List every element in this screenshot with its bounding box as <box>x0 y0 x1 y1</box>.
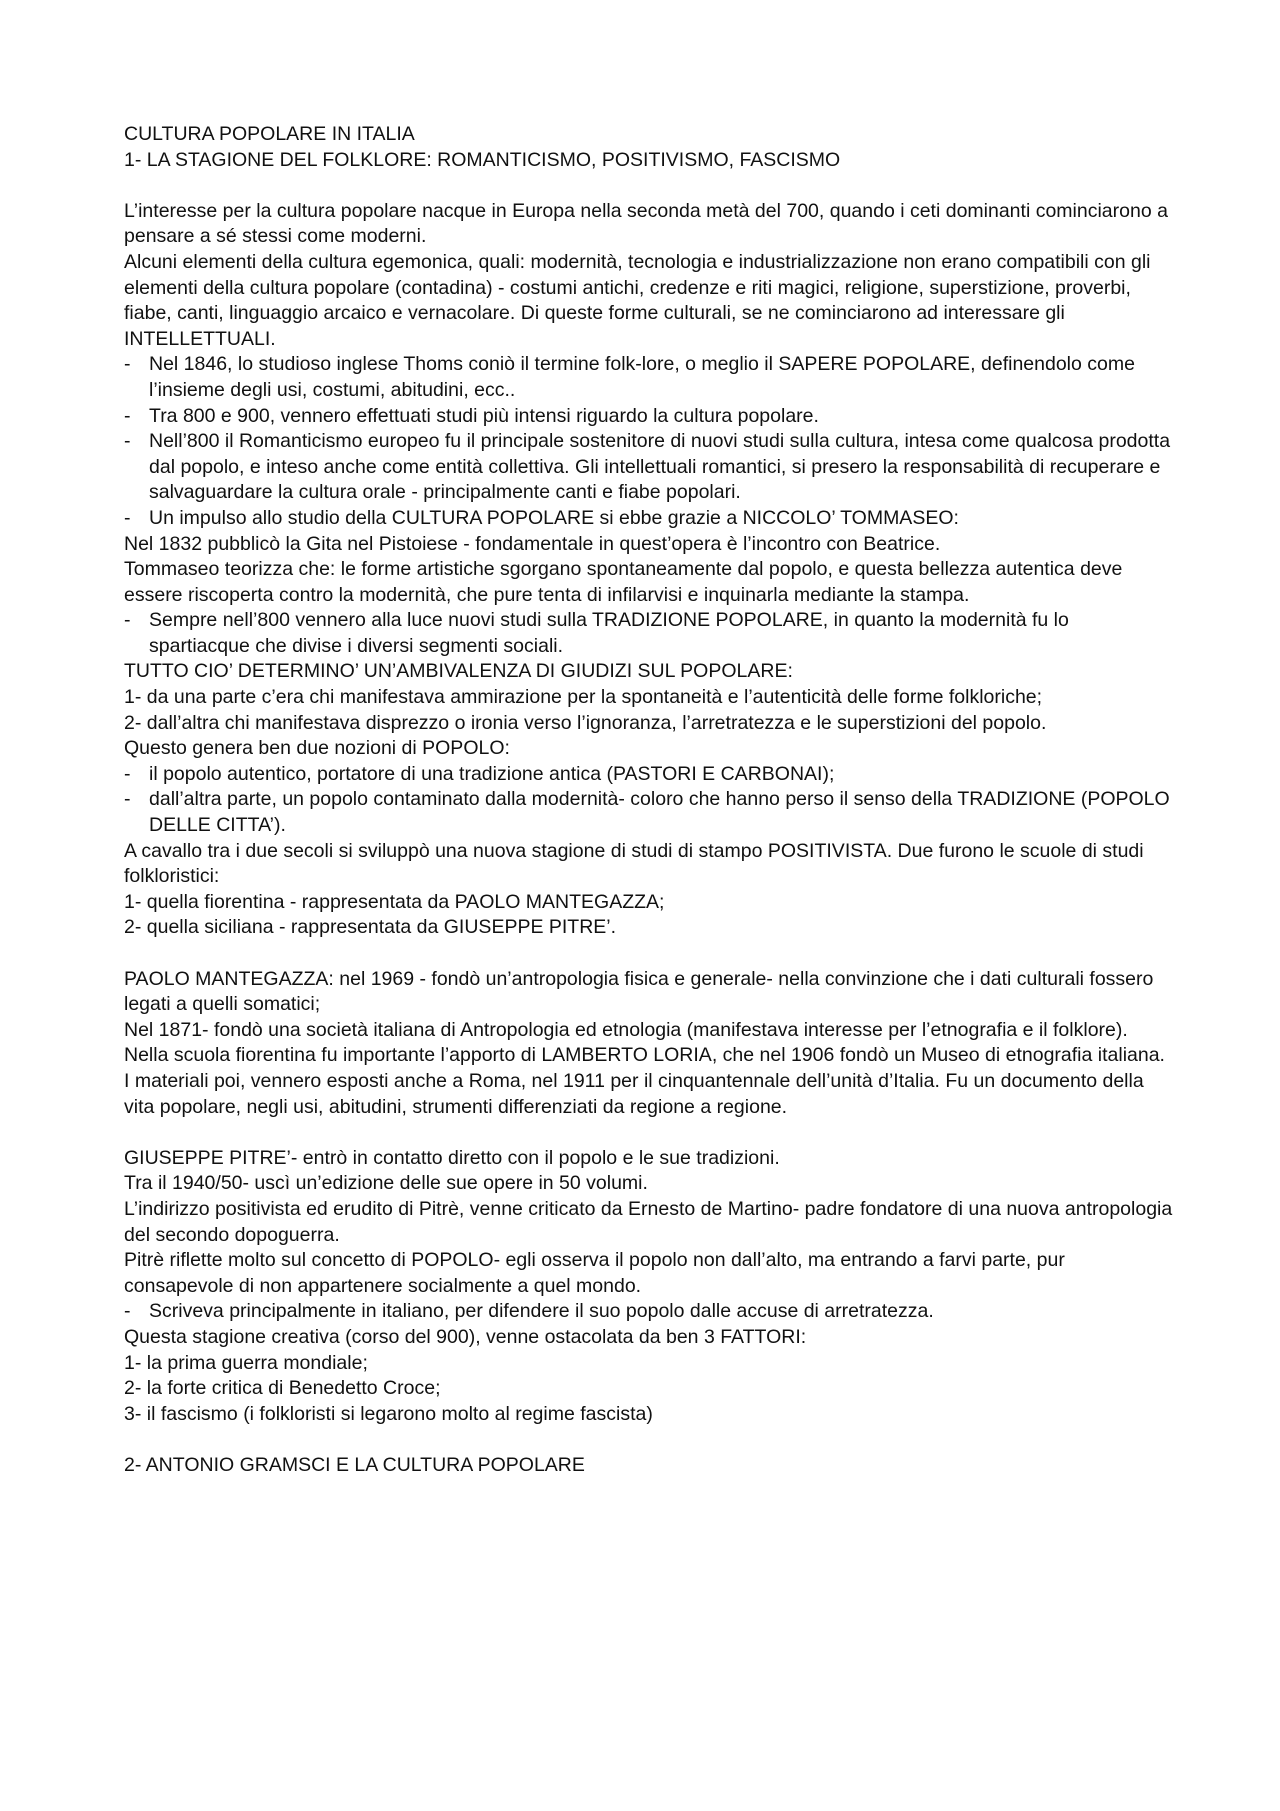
dash-marker: - <box>124 788 131 811</box>
dash-marker: - <box>124 353 131 376</box>
bullet-text: Sempre nell’800 vennero alla luce nuovi studi sulla TRADIZIONE POPOLARE, in quanto la modernità fu lo spartiacque che divise i diversi segmenti sociali. <box>149 609 1069 657</box>
ambivalenza-heading: TUTTO CIO’ DETERMINO’ UN’AMBIVALENZA DI GIUDIZI SUL POPOLARE: <box>124 660 793 683</box>
pitre-paragraph: GIUSEPPE PITRE’- entrò in contatto diretto con il popolo e le sue tradizioni. <box>124 1146 780 1169</box>
section-heading-2: 2- ANTONIO GRAMSCI E LA CULTURA POPOLARE <box>124 1453 585 1476</box>
pitre-paragraph: Pitrè riflette molto sul concetto di POPOLO- egli osserva il popolo non dall’alto, ma entrando a farvi parte, pur consapevole di non appartenere socialmente a quel mondo. <box>124 1249 1065 1297</box>
bullet-item <box>124 506 1174 532</box>
spacer <box>124 173 1174 199</box>
bullet-text: Scriveva principalmente in italiano, per difendere il suo popolo dalle accuse di arretratezza. <box>149 1300 934 1323</box>
dash-marker: - <box>124 506 131 529</box>
dash-marker: - <box>124 762 131 785</box>
numbered-item: 2- dall’altra chi manifestava disprezzo o ironia verso l’ignoranza, l’arretratezza e le superstizioni del popolo. <box>124 711 1047 734</box>
bullet-text: dall’altra parte, un popolo contaminato dalla modernità- coloro che hanno perso il senso della TRADIZIONE (POPOLO DELLE CITTA’). <box>149 788 1170 837</box>
positivista-paragraph: A cavallo tra i due secoli si sviluppò una nuova stagione di studi di stampo POSITIVISTA. Due furono le scuole di studi folkloristici: <box>124 839 1144 888</box>
numbered-item: 1- da una parte c’era chi manifestava ammirazione per la spontaneità e l’autenticità delle forme folkloriche; <box>124 686 1043 709</box>
dash-marker: - <box>124 404 131 427</box>
document-body <box>124 122 1174 1478</box>
spacer <box>124 1120 1174 1146</box>
bullet-item <box>124 1299 1174 1325</box>
tommaseo-paragraph: Tommaseo teorizza che: le forme artistiche sgorgano spontaneamente dal popolo, e questa bellezza autentica deve essere riscoperta contro la modernità, che pure tenta di infilarvisi e inquinarla mediante la stampa. <box>124 558 1123 606</box>
numbered-item: 1- la prima guerra mondiale; <box>124 1351 368 1374</box>
intro-paragraph: L’interesse per la cultura popolare nacque in Europa nella seconda metà del 700, quando i ceti dominanti cominciarono a pensare a sé stessi come moderni. <box>124 199 1168 248</box>
bullet-text: Tra 800 e 900, vennero effettuati studi più intensi riguardo la cultura popolare. <box>149 404 819 427</box>
numbered-item: 2- quella siciliana - rappresentata da GIUSEPPE PITRE’. <box>124 916 617 939</box>
numbered-item: 2- la forte critica di Benedetto Croce; <box>124 1377 441 1400</box>
bullet-item <box>124 352 1174 403</box>
dash-marker: - <box>124 1300 131 1323</box>
popolo-heading: Questo genera ben due nozioni di POPOLO: <box>124 737 510 760</box>
bullet-item <box>124 608 1174 659</box>
loria-paragraph: Nella scuola fiorentina fu importante l’apporto di LAMBERTO LORIA, che nel 1906 fondò un Museo di etnografia italiana. I materiali poi, vennero esposti anche a Roma, nel 1911 per il cinquantennale dell’unità d’Italia. Fu un documento della vita popolare, negli usi, abitudini, strumenti differenziati da regione a regione. <box>124 1044 1165 1118</box>
intro-paragraph: Alcuni elementi della cultura egemonica, quali: modernità, tecnologia e industrializzazione non erano compatibili con gli elementi della cultura popolare (contadina) - costumi antichi, credenze e riti magici, religione, superstizione, proverbi, fiabe, canti, linguaggio arcaico e vernacolare. Di queste forme culturali, se ne cominciarono ad interessare gli INTELLETTUALI. <box>124 250 1151 350</box>
numbered-item: 1- quella fiorentina - rappresentata da PAOLO MANTEGAZZA; <box>124 890 665 913</box>
spacer <box>124 941 1174 967</box>
pitre-paragraph: Tra il 1940/50- uscì un’edizione delle sue opere in 50 volumi. <box>124 1172 648 1195</box>
bullet-item <box>124 762 1174 788</box>
bullet-item <box>124 429 1174 506</box>
mantegazza-paragraph: PAOLO MANTEGAZZA: nel 1969 - fondò un’antropologia fisica e generale- nella convinzione che i dati culturali fossero legati a quelli somatici; <box>124 967 1154 1016</box>
document-title: CULTURA POPOLARE IN ITALIA <box>124 123 415 145</box>
bullet-text: Un impulso allo studio della CULTURA POPOLARE si ebbe grazie a NICCOLO’ TOMMASEO: <box>149 506 959 529</box>
mantegazza-paragraph: Nel 1871- fondò una società italiana di Antropologia ed etnologia (manifestava interesse per l’etnografia e il folklore). <box>124 1018 1128 1041</box>
bullet-item <box>124 787 1174 838</box>
bullet-text: Nel 1846, lo studioso inglese Thoms coniò il termine folk-lore, o meglio il SAPERE POPOLARE, definendolo come l’insieme degli usi, costumi, abitudini, ecc.. <box>149 353 1135 401</box>
dash-marker: - <box>124 609 131 632</box>
tommaseo-paragraph: Nel 1832 pubblicò la Gita nel Pistoiese - fondamentale in quest’opera è l’incontro con Beatrice. <box>124 532 941 555</box>
section-heading-1: 1- LA STAGIONE DEL FOLKLORE: ROMANTICISMO, POSITIVISMO, FASCISMO <box>124 148 841 171</box>
pitre-paragraph: L’indirizzo positivista ed erudito di Pitrè, venne criticato da Ernesto de Martino- padre fondatore di una nuova antropologia del secondo dopoguerra. <box>124 1197 1173 1246</box>
spacer <box>124 1427 1174 1453</box>
bullet-text: il popolo autentico, portatore di una tradizione antica (PASTORI E CARBONAI); <box>149 762 835 785</box>
fattori-heading: Questa stagione creativa (corso del 900), venne ostacolata da ben 3 FATTORI: <box>124 1325 807 1348</box>
dash-marker: - <box>124 430 131 453</box>
bullet-text: Nell’800 il Romanticismo europeo fu il principale sostenitore di nuovi studi sulla cultura, intesa come qualcosa prodotta dal popolo, e inteso anche come entità collettiva. Gli intellettuali romantici, si presero la responsabilità di recuperare e salvaguardare la cultura orale - principalmente canti e fiabe popolari. <box>149 430 1171 504</box>
numbered-item: 3- il fascismo (i folkloristi si legarono molto al regime fascista) <box>124 1402 653 1425</box>
bullet-item <box>124 404 1174 430</box>
